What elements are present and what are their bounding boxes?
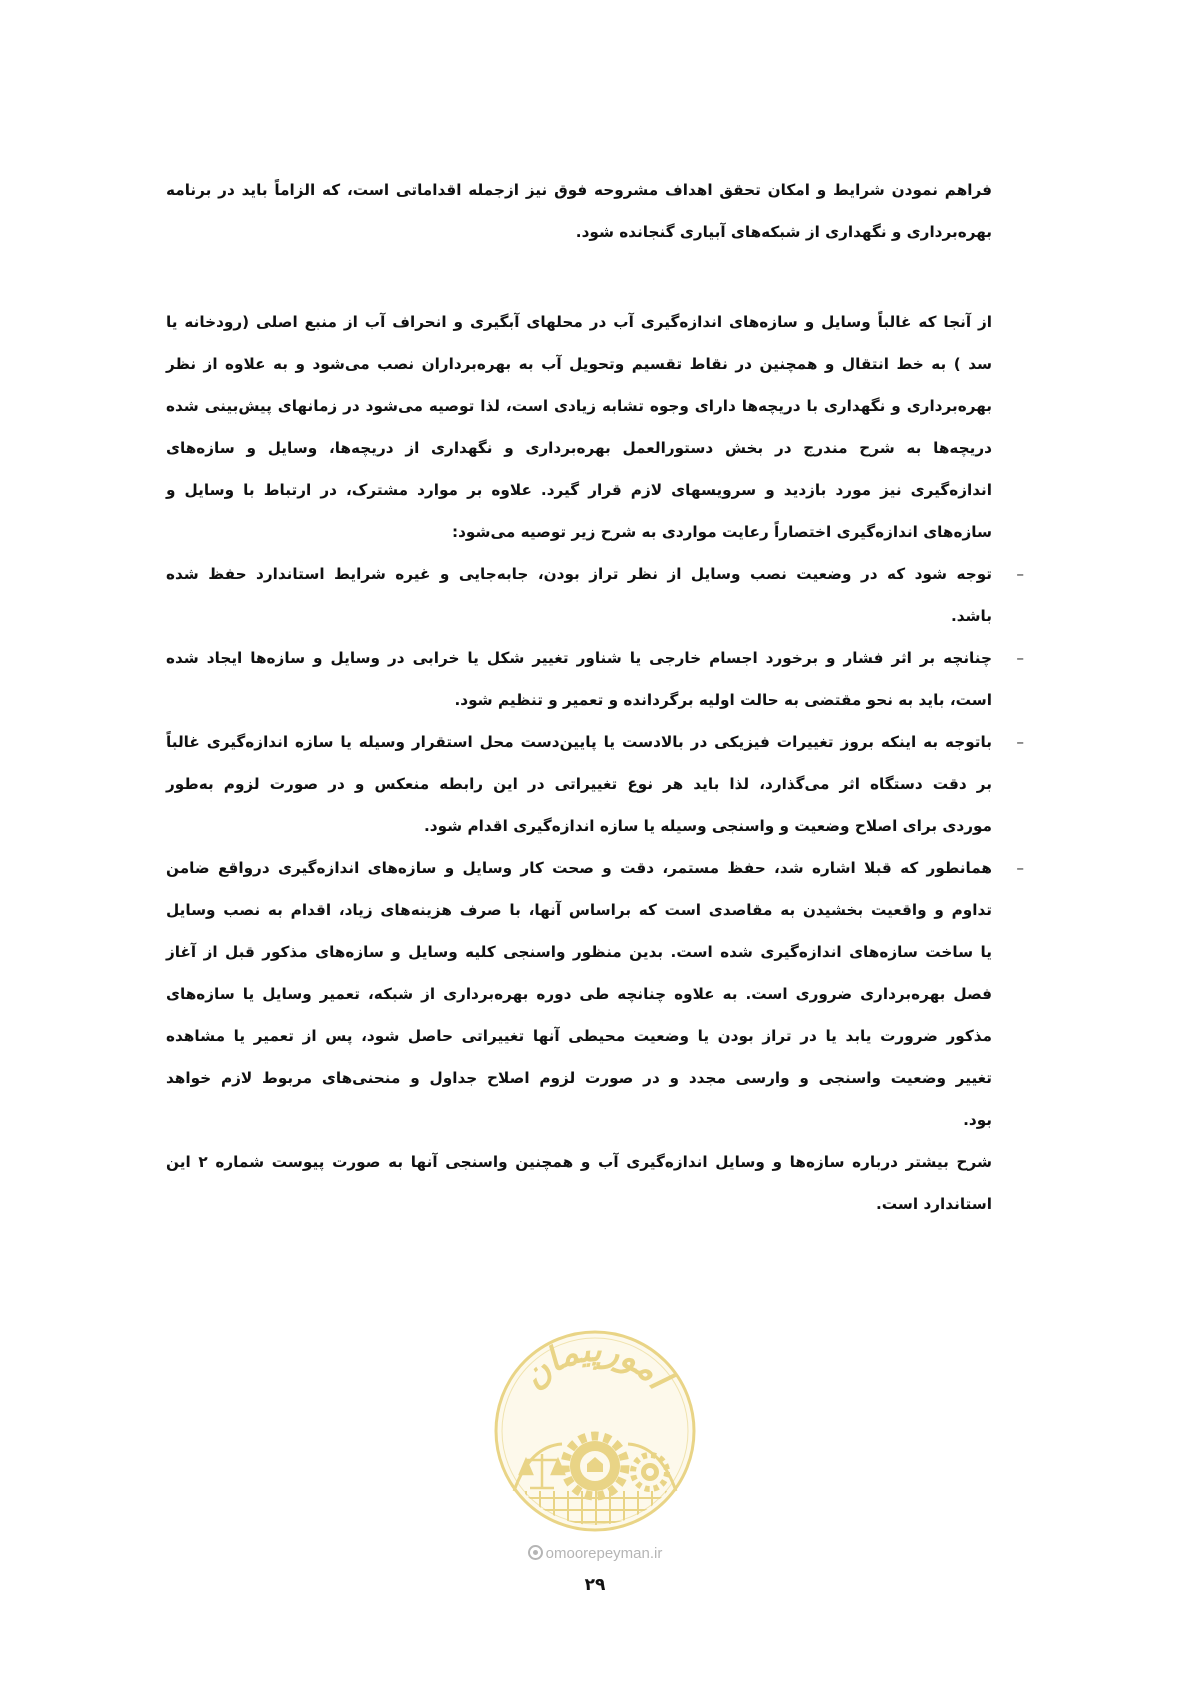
bullet-dash: – <box>1016 649 1024 667</box>
watermark-logo <box>490 1326 700 1536</box>
bullet-item <box>166 721 1024 847</box>
text-line: موردی برای اصلاح وضعیت و واسنجی وسیله یا سازه اندازه‌گیری اقدام شود. <box>423 817 992 835</box>
page-number: ۲۹ <box>584 1575 606 1595</box>
bullet-dash: – <box>1016 565 1024 583</box>
text-line: سازه‌های اندازه‌گیری اختصاراً رعایت مواردی به شرح زیر توصیه می‌شود: <box>452 523 992 541</box>
text-line: است، باید به نحو مقتضی به حالت اولیه برگردانده و تعمیر و تنظیم شود. <box>454 691 992 709</box>
paragraph-2 <box>166 301 992 553</box>
text-line: بر دقت دستگاه اثر می‌گذارد، لذا باید هر نوع تغییراتی در این رابطه منعکس و در صورت لزوم به‌طور <box>166 775 992 793</box>
text-line: استاندارد است. <box>875 1195 992 1213</box>
document-body <box>166 169 1024 1225</box>
text-line: باتوجه به اینکه بروز تغییرات فیزیکی در بالادست یا پایین‌دست محل استقرار وسیله یا سازه اندازه‌گیری غالباً <box>166 733 992 751</box>
text-line: تغییر وضعیت واسنجی و وارسی مجدد و در صورت لزوم اصلاح جداول و منحنی‌های مربوط لازم خواهد <box>166 1069 992 1087</box>
bullet-dash: – <box>1016 859 1024 877</box>
bullet-item <box>166 553 1024 637</box>
paragraph-3 <box>166 1141 992 1225</box>
text-line: توجه شود که در وضعیت نصب وسایل از نظر تراز بودن، جابه‌جایی و غیره شرایط استاندارد حفظ شده <box>166 565 992 583</box>
watermark-site-text: omoorepeyman.ir <box>545 1545 663 1562</box>
paragraph-1 <box>166 169 992 253</box>
bullet-item <box>166 637 1024 721</box>
text-line: یا ساخت سازه‌های اندازه‌گیری شده است. بدین منظور واسنجی کلیه وسایل و سازه‌های مذکور قبل از آغاز <box>166 943 992 961</box>
text-line: فصل بهره‌برداری ضروری است. به علاوه چنانچه طی دوره بهره‌برداری از شبکه، تعمیر وسایل یا سازه‌های <box>166 985 992 1003</box>
text-line: بهره‌برداری و نگهداری از شبکه‌های آبیاری گنجانده شود. <box>575 223 992 241</box>
bullet-dash: – <box>1016 733 1024 751</box>
text-line: همانطور که قبلا اشاره شد، حفظ مستمر، دقت و صحت کار وسایل و سازه‌های اندازه‌گیری درواقع ضامن <box>166 859 992 877</box>
text-line: سد ) به خط انتقال و همچنین در نقاط تقسیم وتحویل آب به بهره‌برداران نصب می‌شود و به علاوه از نظر <box>166 355 992 373</box>
text-line: از آنجا که غالباً وسایل و سازه‌های اندازه‌گیری آب در محلهای آبگیری و انحراف آب از منبع اصلی (رودخانه یا <box>166 313 992 331</box>
watermark-site <box>0 1543 1190 1565</box>
text-line: اندازه‌گیری نیز مورد بازدید و سرویسهای لازم قرار گیرد. علاوه بر موارد مشترک، در ارتباط با وسایل و <box>166 481 992 499</box>
text-line: بهره‌برداری و نگهداری با دریچه‌ها دارای وجوه تشابه زیادی است، لذا توصیه می‌شود در زمانهای پیش‌بینی شده <box>166 397 992 415</box>
bullet-item <box>166 847 1024 1141</box>
bullet-list <box>166 553 1024 1141</box>
text-line: دریچه‌ها به شرح مندرج در بخش دستورالعمل بهره‌برداری و نگهداری از دریچه‌ها، وسایل و سازه‌های <box>166 439 992 457</box>
text-line: تداوم و واقعیت بخشیدن به مقاصدی است که براساس آنها، با صرف هزینه‌های زیاد، اقدام به نصب وسایل <box>166 901 992 919</box>
text-line: بود. <box>963 1111 992 1129</box>
logo-calligraphy-text: امورپیمان <box>514 1329 678 1397</box>
text-line: شرح بیشتر درباره سازه‌ها و وسایل اندازه‌گیری آب و همچنین واسنجی آنها به صورت پیوست شماره ۲ این <box>166 1153 992 1171</box>
circle-logo-icon <box>528 1545 543 1560</box>
text-line: باشد. <box>950 607 992 625</box>
text-line: مذکور ضرورت یابد یا در تراز بودن یا وضعیت محیطی آنها تغییراتی حاصل شود، پس از تعمیر یا مشاهده <box>166 1027 992 1045</box>
text-line: چنانچه بر اثر فشار و برخورد اجسام خارجی یا شناور تغییر شکل یا خرابی در وسایل و سازه‌ها ایجاد شده <box>166 649 992 667</box>
text-line: فراهم نمودن شرایط و امکان تحقق اهداف مشروحه فوق نیز ازجمله اقداماتی است، که الزاماً باید در برنامه <box>166 181 992 199</box>
